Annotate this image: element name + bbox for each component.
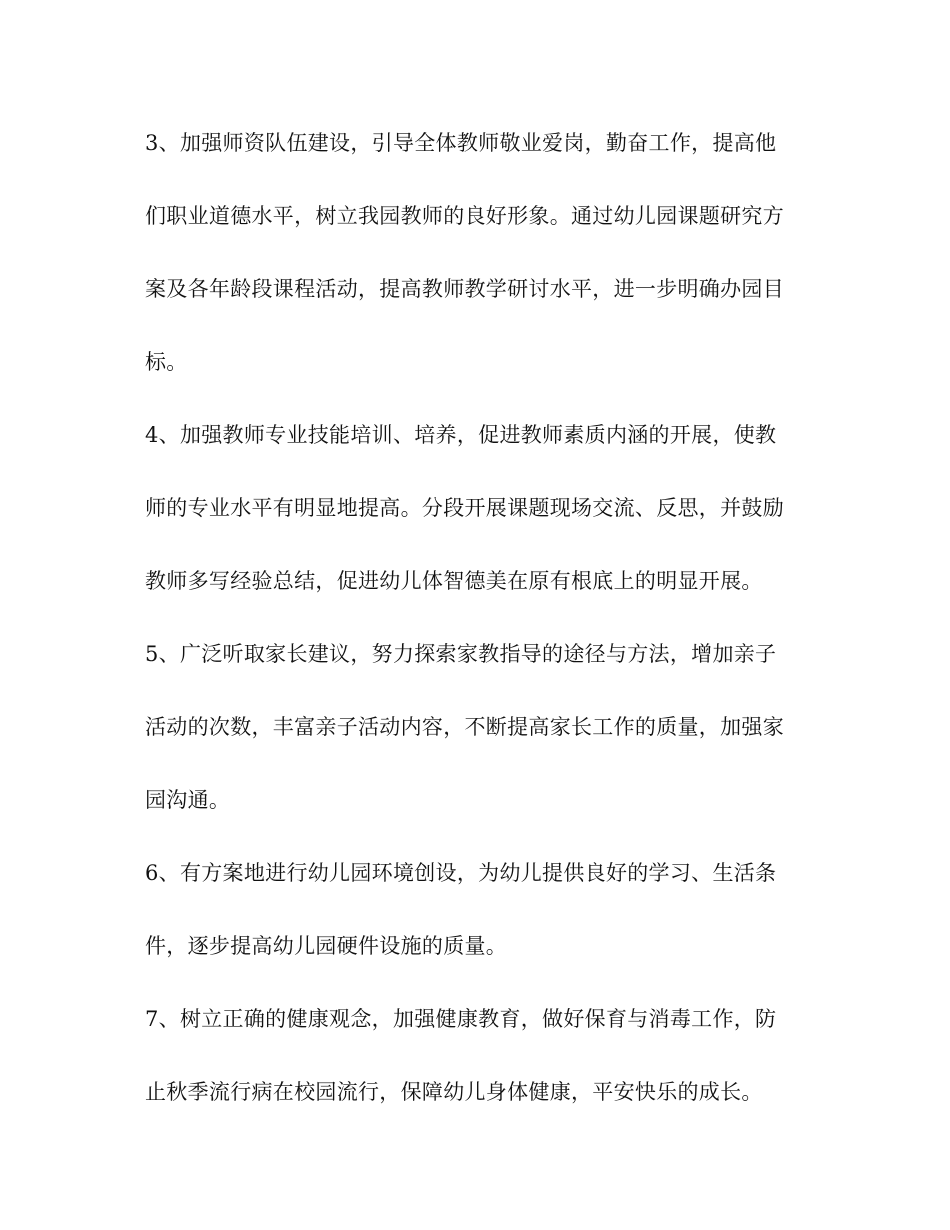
document-body bbox=[145, 120, 810, 1142]
text-line: 师的专业水平有明显地提高。分段开展课题现场交流、反思，并鼓励 bbox=[145, 496, 784, 520]
text-line: 件，逐步提高幼儿园硬件设施的质量。 bbox=[145, 934, 508, 958]
text-line: 教师多写经验总结，促进幼儿体智德美在原有根底上的明显开展。 bbox=[145, 569, 763, 593]
text-line: 园沟通。 bbox=[145, 788, 231, 812]
text-line: 案及各年龄段课程活动，提高教师教学研讨水平，进一步明确办园目 bbox=[145, 277, 784, 301]
text-line: 3、加强师资队伍建设，引导全体教师敬业爱岗，勤奋工作，提高他 bbox=[145, 131, 777, 155]
text-line: 5、广泛听取家长建议，努力探索家教指导的途径与方法，增加亲子 bbox=[145, 642, 777, 666]
text-line: 止秋季流行病在校园流行，保障幼儿身体健康，平安快乐的成长。 bbox=[145, 1080, 763, 1104]
text-line: 们职业道德水平，树立我园教师的良好形象。通过幼儿园课题研究方 bbox=[145, 204, 784, 228]
text-line: 活动的次数，丰富亲子活动内容，不断提高家长工作的质量，加强家 bbox=[145, 715, 784, 739]
text-line: 4、加强教师专业技能培训、培养，促进教师素质内涵的开展，使教 bbox=[145, 423, 777, 447]
text-line: 6、有方案地进行幼儿园环境创设，为幼儿提供良好的学习、生活条 bbox=[145, 861, 777, 885]
text-line: 7、树立正确的健康观念，加强健康教育，做好保育与消毒工作，防 bbox=[145, 1007, 777, 1031]
text-line: 标。 bbox=[145, 350, 188, 374]
